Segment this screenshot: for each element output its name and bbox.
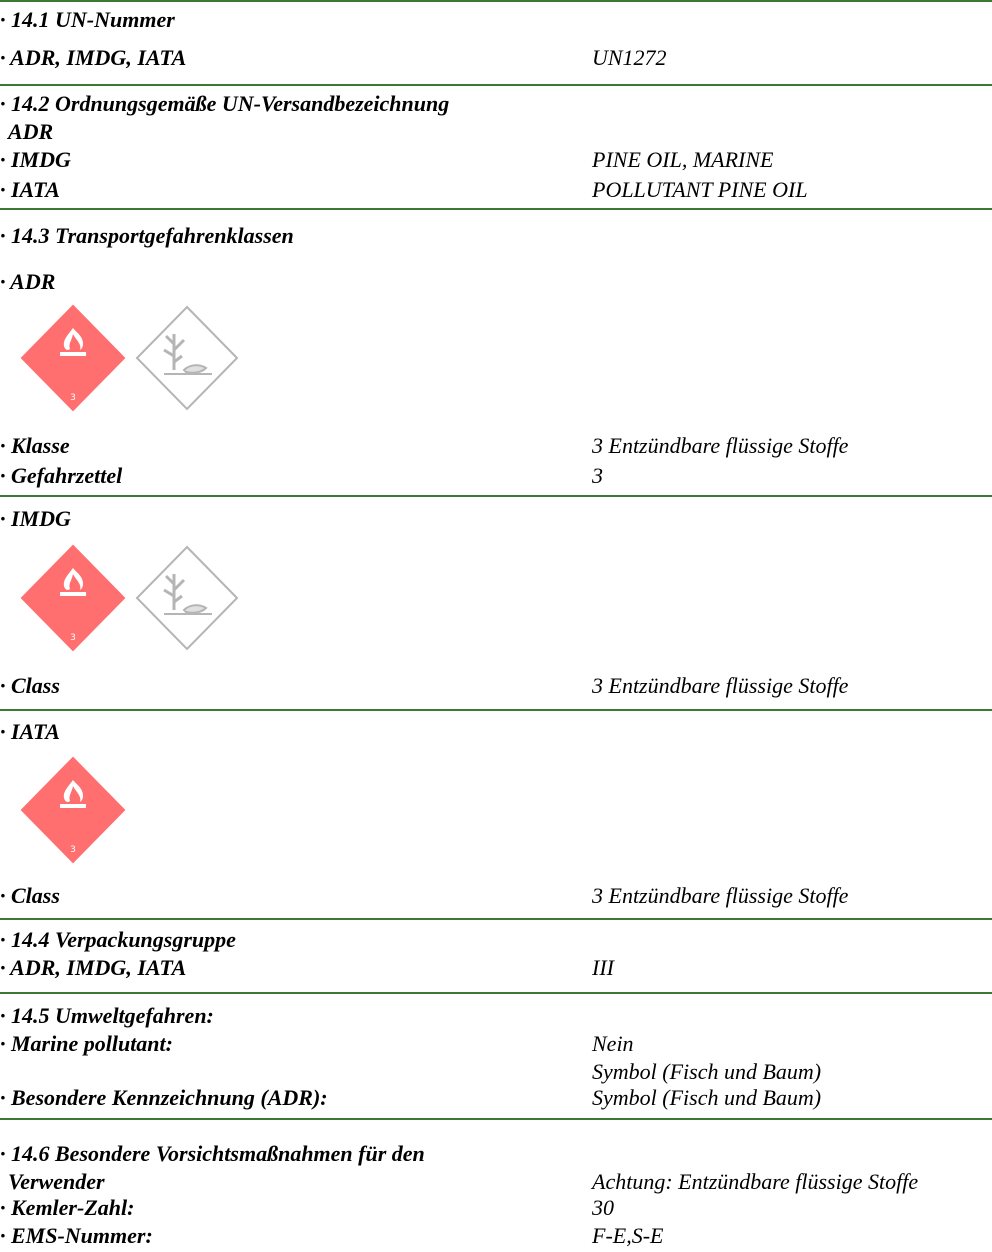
row-label: · IMDG xyxy=(0,147,71,172)
section-14-2-heading-cont-row xyxy=(0,118,992,146)
section-divider xyxy=(0,1118,992,1120)
section-14-5-heading-row xyxy=(0,1002,992,1030)
section-divider xyxy=(0,495,992,497)
section-heading: · 14.2 Ordnungsgemäße UN-Versandbezeichnung xyxy=(0,91,450,116)
section-heading-continuation: Verwender xyxy=(8,1169,105,1194)
ems-number-row xyxy=(0,1222,992,1250)
packing-group-row xyxy=(0,954,992,982)
section-divider xyxy=(0,992,992,994)
row-value: 3 Entzündbare flüssige Stoffe xyxy=(592,673,849,698)
row-value: III xyxy=(592,955,614,980)
row-value: 3 Entzündbare flüssige Stoffe xyxy=(592,433,849,458)
section-divider xyxy=(0,709,992,711)
section-divider xyxy=(0,84,992,86)
row-value: 3 Entzündbare flüssige Stoffe xyxy=(592,883,849,908)
section-heading: · 14.4 Verpackungsgruppe xyxy=(0,927,236,952)
environment-hazard-pictogram xyxy=(134,304,240,412)
pictogram-class-number: 3 xyxy=(70,633,76,643)
row-label: · IATA xyxy=(0,177,60,202)
pictogram-class-number: 3 xyxy=(70,393,76,403)
adr-label-row xyxy=(0,462,992,490)
row-value: PINE OIL, MARINE xyxy=(592,147,774,172)
marine-pollutant-extra-row xyxy=(0,1058,992,1086)
marine-pollutant-row xyxy=(0,1030,992,1058)
special-marking-row xyxy=(0,1084,992,1112)
row-value: POLLUTANT PINE OIL xyxy=(592,177,808,202)
row-label: · EMS-Nummer: xyxy=(0,1223,153,1248)
section-heading: · 14.6 Besondere Vorsichtsmaßnahmen für den xyxy=(0,1141,425,1166)
imdg-name-row xyxy=(0,146,992,174)
row-value: UN1272 xyxy=(592,45,667,70)
row-label: · ADR, IMDG, IATA xyxy=(0,45,187,70)
row-label: · Besondere Kennzeichnung (ADR): xyxy=(0,1085,328,1110)
row-value: 30 xyxy=(592,1195,614,1220)
iata-class-row xyxy=(0,882,992,910)
subsection-heading: · ADR xyxy=(0,269,56,294)
section-14-1-heading-row xyxy=(0,6,992,34)
adr-heading-row xyxy=(0,268,992,296)
section-14-6-heading-row xyxy=(0,1140,992,1168)
section-heading: · 14.1 UN-Nummer xyxy=(0,7,175,32)
section-heading: · 14.3 Transportgefahrenklassen xyxy=(0,223,294,248)
iata-name-row xyxy=(0,176,992,204)
subsection-heading: · IATA xyxy=(0,719,60,744)
flammable-liquid-pictogram xyxy=(20,304,126,412)
row-label: · Kemler-Zahl: xyxy=(0,1195,135,1220)
subsection-heading: · IMDG xyxy=(0,506,71,531)
row-label: · Gefahrzettel xyxy=(0,463,123,488)
row-label: · Marine pollutant: xyxy=(0,1031,173,1056)
kemler-number-row xyxy=(0,1194,992,1222)
iata-heading-row xyxy=(0,718,992,746)
section-heading-continuation: ADR xyxy=(8,119,54,144)
row-label: · Class xyxy=(0,883,60,908)
imdg-heading-row xyxy=(0,505,992,533)
section-14-6-heading-cont-row xyxy=(0,1168,992,1196)
section-heading: · 14.5 Umweltgefahren: xyxy=(0,1003,214,1028)
un-number-row xyxy=(0,44,992,72)
section-14-4-heading-row xyxy=(0,926,992,954)
section-divider xyxy=(0,208,992,210)
pictogram-class-number: 3 xyxy=(70,845,76,855)
section-14-2-heading-row xyxy=(0,90,992,118)
section-divider xyxy=(0,0,992,2)
environment-hazard-pictogram xyxy=(134,544,240,652)
adr-class-row xyxy=(0,432,992,460)
section-14-3-heading-row xyxy=(0,222,992,250)
row-label: · Class xyxy=(0,673,60,698)
flammable-liquid-pictogram xyxy=(20,544,126,652)
row-value: F-E,S-E xyxy=(592,1223,664,1248)
row-value: 3 xyxy=(592,463,603,488)
section-divider xyxy=(0,918,992,920)
flammable-liquid-pictogram xyxy=(20,756,126,864)
row-value: Symbol (Fisch und Baum) xyxy=(592,1059,822,1084)
imdg-class-row xyxy=(0,672,992,700)
row-label: · ADR, IMDG, IATA xyxy=(0,955,187,980)
row-value: Achtung: Entzündbare flüssige Stoffe xyxy=(592,1169,919,1194)
row-value: Symbol (Fisch und Baum) xyxy=(592,1085,822,1110)
row-value: Nein xyxy=(592,1031,634,1056)
row-label: · Klasse xyxy=(0,433,70,458)
